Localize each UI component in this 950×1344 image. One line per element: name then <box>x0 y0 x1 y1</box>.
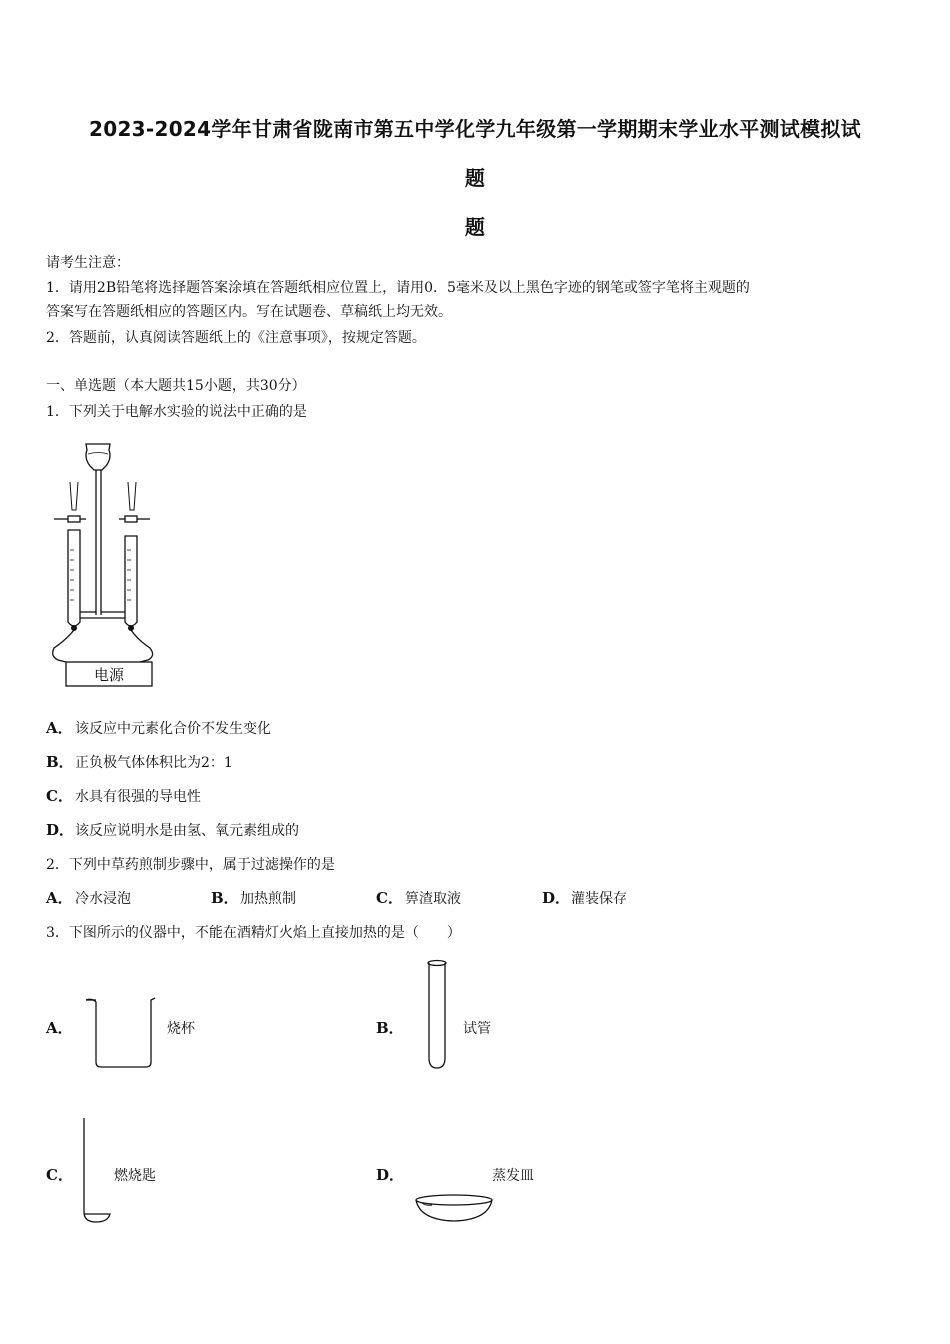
q2-option-b-letter: B． <box>211 889 239 907</box>
notice-item1-line2: 答案写在答题纸相应的答题区内。写在试题卷、草稿纸上均无效。 <box>46 304 452 320</box>
q2-option-d-letter: D． <box>542 889 571 907</box>
test-tube-icon <box>422 958 452 1072</box>
exam-title-line2: 题 <box>464 166 486 190</box>
combustion-spoon-icon <box>78 1114 118 1226</box>
exam-title-line3: 题 <box>464 215 486 239</box>
notice-heading: 请考生注意： <box>46 255 130 271</box>
electrolysis-apparatus-icon <box>46 440 166 690</box>
section-heading: 一、单选题（本大题共15小题，共30分） <box>46 378 306 394</box>
q2-option-b-text: 加热煎制 <box>240 891 296 907</box>
notice-item1-line1: 1．请用2B铅笔将选择题答案涂填在答题纸相应位置上，请用0．5毫米及以上黑色字迹的钢笔或签字笔将主观题的 <box>46 280 750 296</box>
q2-option-a-text: 冷水浸泡 <box>75 891 131 907</box>
q1-option-c-text: 水具有很强的导电性 <box>75 789 201 805</box>
q1-option-a-letter: A． <box>46 719 73 737</box>
q3-option-d-letter: D． <box>376 1166 405 1184</box>
q1-option-d-text: 该反应说明水是由氢、氧元素组成的 <box>75 823 299 839</box>
q3-option-b-letter: B． <box>376 1019 404 1037</box>
power-supply-label: 电源 <box>93 666 124 684</box>
exam-title-line1: 2023-2024学年甘肃省陇南市第五中学化学九年级第一学期期末学业水平测试模拟试 <box>89 117 861 141</box>
q3-option-b-text: 试管 <box>463 1021 491 1037</box>
q1-option-b-letter: B． <box>46 753 74 771</box>
q2-option-a-letter: A． <box>46 889 73 907</box>
notice-item2: 2．答题前，认真阅读答题纸上的《注意事项》，按规定答题。 <box>46 330 426 346</box>
q3-stem: 3．下图所示的仪器中，不能在酒精灯火焰上直接加热的是（ ） <box>46 925 461 941</box>
q3-option-c-letter: C． <box>46 1166 73 1184</box>
q2-option-c-text: 箅渣取液 <box>405 891 461 907</box>
q3-option-a-letter: A． <box>46 1019 73 1037</box>
q3-option-d-text: 蒸发皿 <box>492 1168 534 1184</box>
q3-option-c-text: 燃烧匙 <box>114 1168 156 1184</box>
q1-option-a-text: 该反应中元素化合价不发生变化 <box>75 721 271 737</box>
q1-option-d-letter: D． <box>46 821 75 839</box>
q1-option-b-text: 正负极气体体积比为2：1 <box>75 755 233 771</box>
q2-stem: 2．下列中草药煎制步骤中，属于过滤操作的是 <box>46 857 335 873</box>
beaker-icon <box>82 994 158 1072</box>
q2-option-d-text: 灌装保存 <box>571 891 627 907</box>
q3-option-a-text: 烧杯 <box>167 1021 195 1037</box>
q1-stem: 1．下列关于电解水实验的说法中正确的是 <box>46 404 307 420</box>
q2-option-c-letter: C． <box>376 889 403 907</box>
q1-option-c-letter: C． <box>46 787 73 805</box>
evaporating-dish-icon <box>412 1192 496 1226</box>
